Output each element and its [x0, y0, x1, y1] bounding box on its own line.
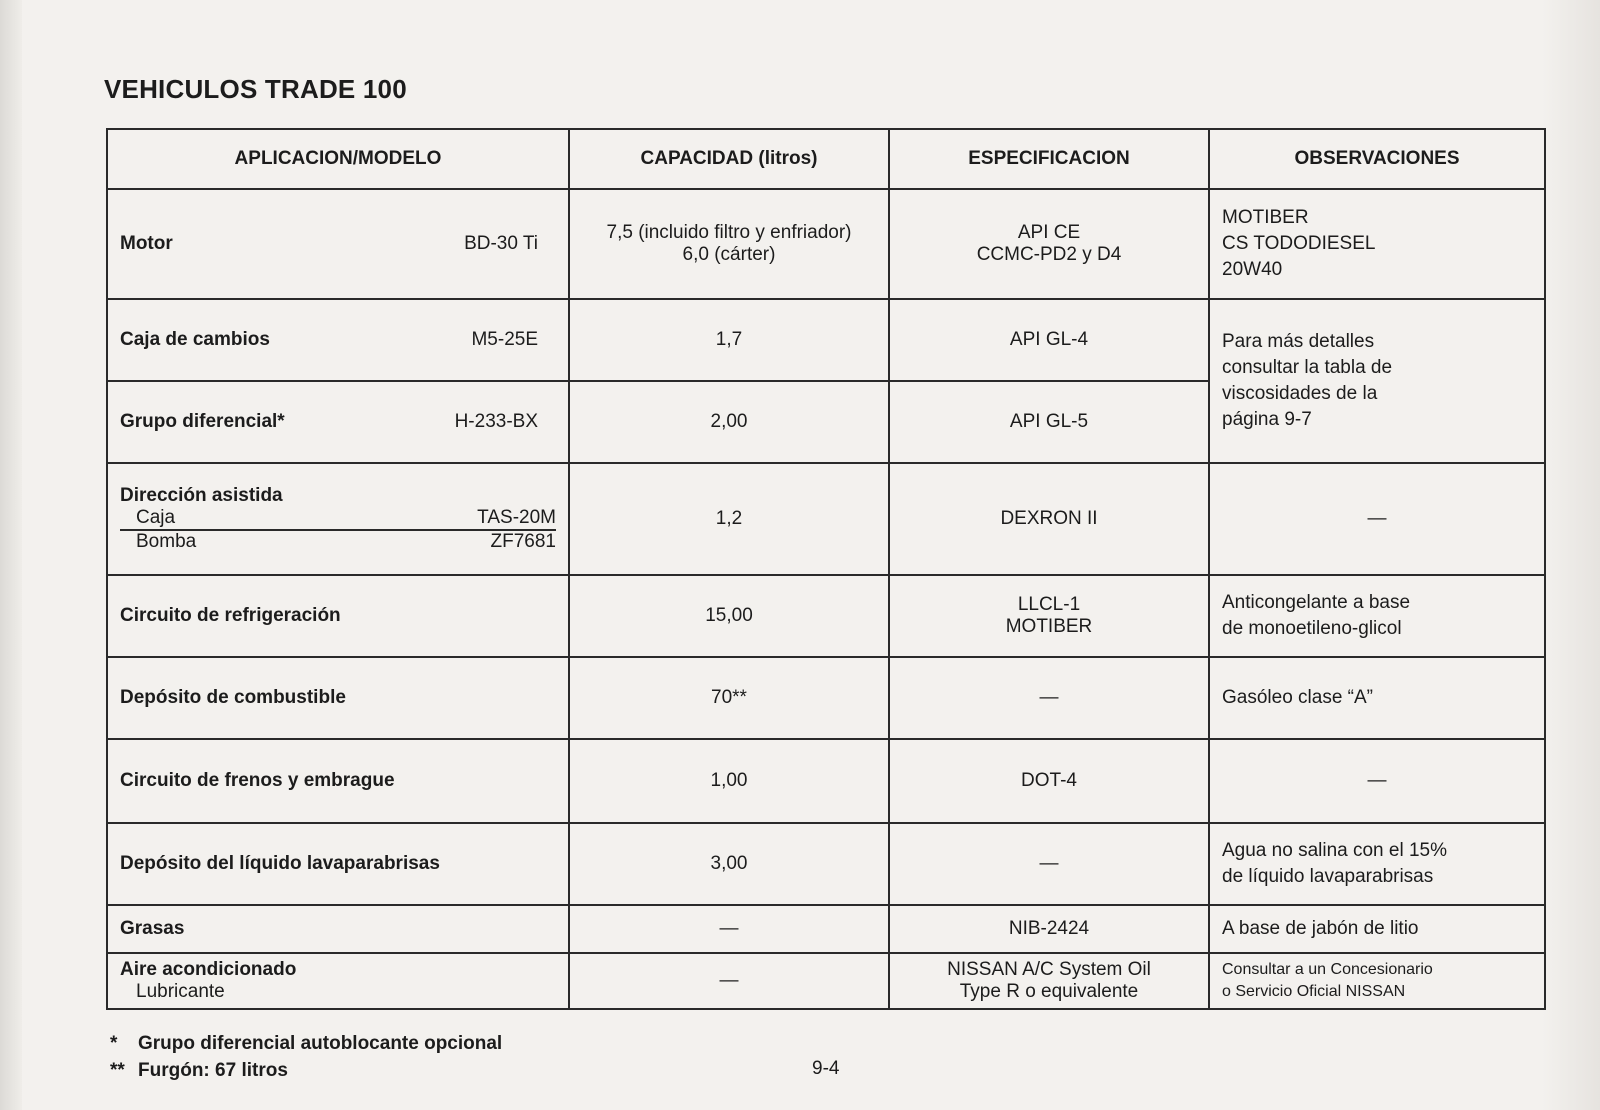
- table-row-direccion: [107, 463, 1545, 575]
- cell-app: [107, 739, 569, 823]
- spec-line: MOTIBER: [1005, 616, 1093, 637]
- sub-name: Lubricante: [136, 981, 225, 1002]
- cell-cap: 2,00: [569, 381, 889, 463]
- row-model: H-233-BX: [454, 411, 538, 432]
- row-model: BD-30 Ti: [464, 233, 538, 254]
- cell-obs-shared: [1209, 299, 1545, 463]
- cell-app: [107, 823, 569, 905]
- header-app: APLICACION/MODELO: [107, 129, 569, 189]
- table-row-refrigeracion: [107, 575, 1545, 657]
- cell-cap: [569, 189, 889, 299]
- row-name: Grupo diferencial*: [120, 411, 285, 432]
- cell-obs: —: [1209, 463, 1545, 575]
- cell-spec: DOT-4: [889, 739, 1209, 823]
- cell-spec: [889, 575, 1209, 657]
- spec-line: LLCL-1: [1017, 594, 1081, 615]
- cell-app: [107, 905, 569, 953]
- sub-name: Caja: [120, 507, 334, 530]
- cell-app: [107, 575, 569, 657]
- cell-spec: [889, 953, 1209, 1009]
- cell-obs: [1209, 953, 1545, 1009]
- cell-app: [107, 953, 569, 1009]
- cell-spec: NIB-2424: [889, 905, 1209, 953]
- cell-cap: —: [569, 905, 889, 953]
- direccion-subtable: [120, 485, 556, 553]
- obs-line: viscosidades de la: [1222, 383, 1378, 404]
- spec-line: Type R o equivalente: [959, 981, 1139, 1002]
- sub-model: ZF7681: [490, 531, 556, 552]
- obs-line: Consultar a un Concesionario: [1222, 961, 1433, 978]
- cell-cap: 15,00: [569, 575, 889, 657]
- cell-obs: —: [1209, 739, 1545, 823]
- spec-line: CCMC-PD2 y D4: [976, 244, 1122, 265]
- table-row-lavaparabrisas: [107, 823, 1545, 905]
- cap-line: 6,0 (cárter): [682, 244, 776, 265]
- obs-line: CS TODODIESEL: [1222, 233, 1376, 254]
- cell-spec: DEXRON II: [889, 463, 1209, 575]
- cell-cap: 1,00: [569, 739, 889, 823]
- obs-line: de líquido lavaparabrisas: [1222, 866, 1434, 887]
- obs-line: MOTIBER: [1222, 207, 1309, 228]
- table-row-aire: [107, 953, 1545, 1009]
- cell-spec: —: [889, 823, 1209, 905]
- footnote-2: [110, 1057, 502, 1084]
- cell-obs: A base de jabón de litio: [1209, 905, 1545, 953]
- obs-line: o Servicio Oficial NISSAN: [1222, 983, 1406, 1000]
- cap-line: 7,5 (incluido filtro y enfriador): [606, 222, 852, 243]
- table-row-grasas: [107, 905, 1545, 953]
- sub-name: Bomba: [136, 531, 197, 552]
- cell-spec: —: [889, 657, 1209, 739]
- row-name: Aire acondicionado: [120, 959, 297, 980]
- cell-obs: Gasóleo clase “A”: [1209, 657, 1545, 739]
- row-name: Motor: [120, 233, 173, 254]
- cell-cap: 1,7: [569, 299, 889, 381]
- table-row-caja: [107, 299, 1545, 381]
- cell-app: [107, 463, 569, 575]
- footnote-mark: **: [110, 1060, 125, 1081]
- cell-app: [107, 299, 569, 381]
- obs-line: consultar la tabla de: [1222, 357, 1393, 378]
- cell-app: [107, 189, 569, 299]
- cell-spec: API GL-5: [889, 381, 1209, 463]
- footnote-mark: *: [110, 1033, 118, 1054]
- table-header-row: [107, 129, 1545, 189]
- spec-line: API CE: [1017, 222, 1081, 243]
- table-row-motor: [107, 189, 1545, 299]
- cell-spec: API GL-4: [889, 299, 1209, 381]
- header-obs: OBSERVACIONES: [1209, 129, 1545, 189]
- cell-obs: [1209, 575, 1545, 657]
- page-right-edge: [1542, 0, 1600, 1110]
- footnote-1: [110, 1030, 502, 1057]
- row-name: Depósito de combustible: [120, 687, 346, 708]
- obs-line: 20W40: [1222, 259, 1283, 280]
- cell-app: [107, 657, 569, 739]
- cell-obs: [1209, 189, 1545, 299]
- cell-cap: 1,2: [569, 463, 889, 575]
- page-title: VEHICULOS TRADE 100: [104, 74, 407, 104]
- obs-line: página 9-7: [1222, 409, 1312, 430]
- row-name: Dirección asistida: [120, 485, 283, 506]
- page-number: 9-4: [812, 1058, 840, 1079]
- cell-app: [107, 381, 569, 463]
- header-spec: ESPECIFICACION: [889, 129, 1209, 189]
- cell-cap: 70**: [569, 657, 889, 739]
- cell-spec: [889, 189, 1209, 299]
- header-cap: CAPACIDAD (litros): [569, 129, 889, 189]
- row-name: Circuito de refrigeración: [120, 605, 341, 626]
- table-row-combustible: [107, 657, 1545, 739]
- obs-line: de monoetileno-glicol: [1222, 618, 1402, 639]
- obs-line: Para más detalles: [1222, 331, 1375, 352]
- footnote-text: Furgón: 67 litros: [138, 1060, 288, 1081]
- obs-line: Agua no salina con el 15%: [1222, 840, 1447, 861]
- cell-obs: [1209, 823, 1545, 905]
- row-name: Grasas: [120, 918, 185, 939]
- footnote-text: Grupo diferencial autoblocante opcional: [138, 1033, 503, 1054]
- sub-model: TAS-20M: [334, 507, 556, 530]
- row-name: Caja de cambios: [120, 329, 270, 350]
- row-name: Circuito de frenos y embrague: [120, 770, 395, 791]
- spec-line: NISSAN A/C System Oil: [947, 959, 1151, 980]
- cell-cap: 3,00: [569, 823, 889, 905]
- row-name: Depósito del líquido lavaparabrisas: [120, 853, 440, 874]
- footnotes: [110, 1030, 502, 1084]
- capacities-table: [106, 128, 1546, 1010]
- page-binding-edge: [0, 0, 22, 1110]
- row-model: M5-25E: [471, 329, 538, 350]
- cell-cap: —: [569, 953, 889, 1009]
- obs-line: Anticongelante a base: [1222, 592, 1411, 613]
- table-row-frenos: [107, 739, 1545, 823]
